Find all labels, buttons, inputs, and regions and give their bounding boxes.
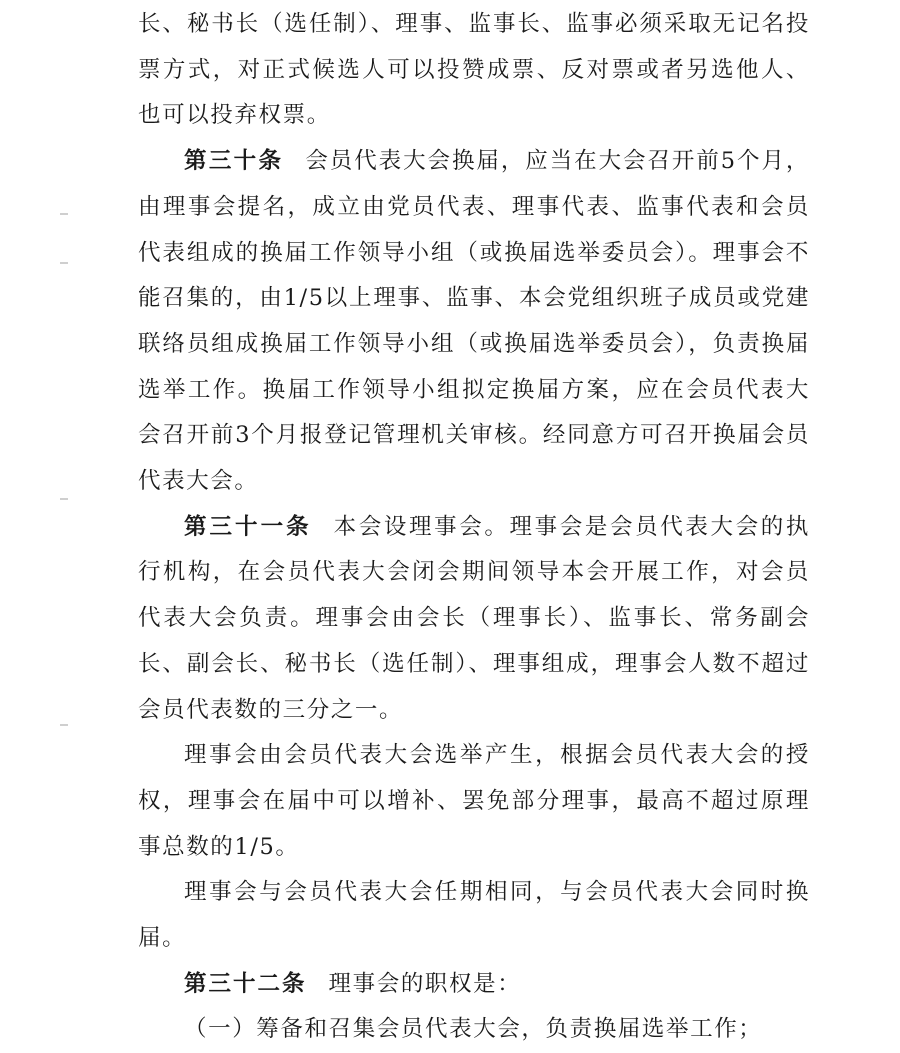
article-label: 第三十一条	[184, 513, 312, 540]
article-31	[138, 505, 810, 734]
paragraph-text: （一）筹备和召集会员代表大会，负责换届选举工作；	[184, 1016, 763, 1043]
paragraph-text: 理事会与会员代表大会任期相同，与会员代表大会同时换届。	[138, 879, 810, 952]
paragraph-council-election	[138, 733, 810, 870]
scan-mark	[60, 498, 68, 500]
scan-mark	[60, 724, 68, 726]
paragraph-text: 会员代表大会换届，应当在大会召开前5个月，由理事会提名，成立由党员代表、理事代表、监事代表和会员代表组成的换届工作领导小组（或换届选举委员会）。理事会不能召集的，由1/5以上理事、监事、本会党组织班子成员或党建联络员组成换届工作领导小组（或换届选举委员会），负责换届选举工作。换届工作领导小组拟定换届方案，应在会员代表大会召开前3个月报登记管理机关审核。经同意方可召开换届会员代表大会。	[138, 148, 810, 495]
paragraph-text: 本会设理事会。理事会是会员代表大会的执行机构，在会员代表大会闭会期间领导本会开展工作，对会员代表大会负责。理事会由会长（理事长）、监事长、常务副会长、副会长、秘书长（选任制）、理事组成，理事会人数不超过会员代表数的三分之一。	[138, 513, 810, 723]
scan-mark	[60, 213, 68, 215]
paragraph-continuation	[138, 2, 810, 139]
paragraph-council-term	[138, 870, 810, 961]
paragraph-text: 理事会由会员代表大会选举产生，根据会员代表大会的授权，理事会在届中可以增补、罢免部分理事，最高不超过原理事总数的1/5。	[138, 742, 810, 860]
article-30	[138, 139, 810, 505]
paragraph-text: 理事会的职权是：	[328, 970, 522, 997]
article-32	[138, 962, 810, 1008]
document-body	[138, 2, 810, 1053]
scan-mark	[60, 262, 68, 264]
article-label: 第三十二条	[184, 970, 307, 997]
list-item-1	[138, 1007, 810, 1053]
paragraph-text: 长、秘书长（选任制）、理事、监事长、监事必须采取无记名投票方式，对正式候选人可以投赞成票、反对票或者另选他人、也可以投弃权票。	[138, 11, 810, 129]
article-label: 第三十条	[184, 148, 284, 175]
